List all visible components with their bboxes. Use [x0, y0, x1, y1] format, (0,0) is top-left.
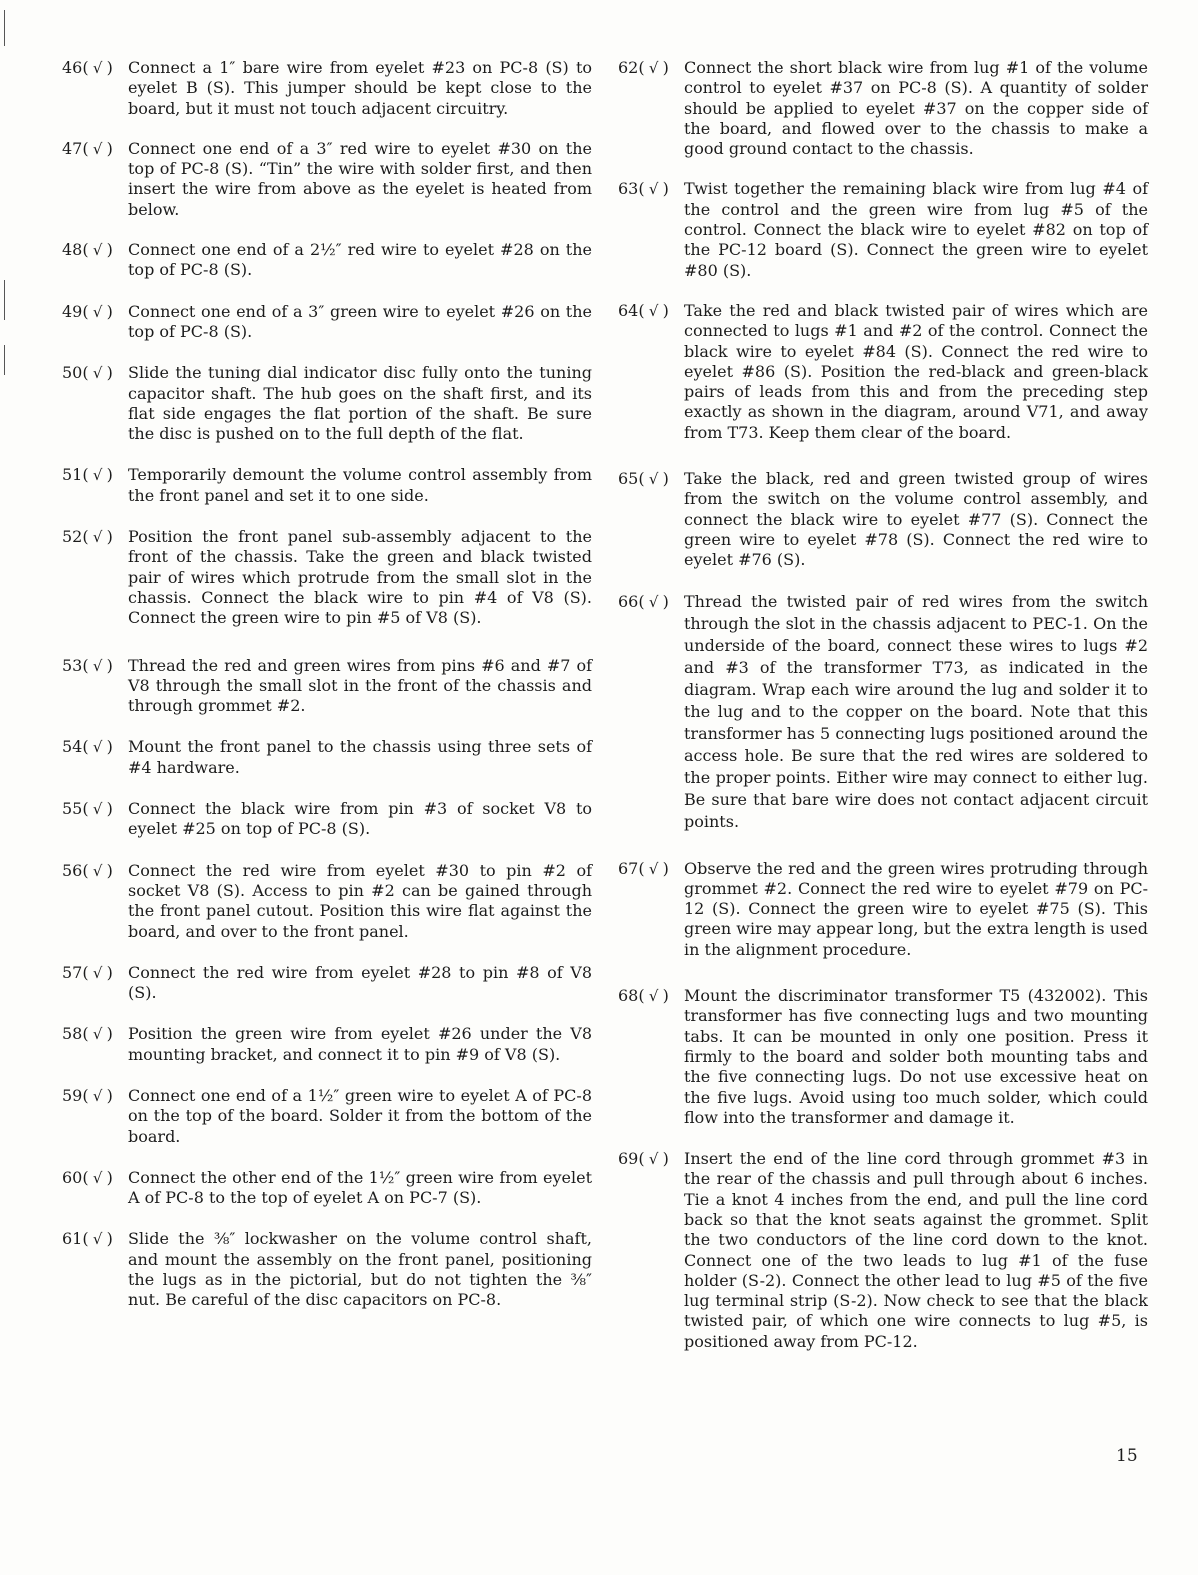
step-number: 66( √ )	[618, 591, 669, 611]
step-number: 49( √ )	[62, 301, 113, 321]
checkmark-icon[interactable]: √	[92, 861, 103, 880]
binding-mark	[4, 345, 5, 375]
checkmark-icon[interactable]: √	[648, 301, 659, 320]
step-number: 62( √ )	[618, 58, 669, 77]
checkmark-icon[interactable]: √	[92, 1086, 103, 1105]
left-column	[62, 50, 592, 1311]
checkmark-icon[interactable]: √	[92, 1230, 103, 1249]
step-59	[62, 1086, 592, 1147]
checkmark-icon[interactable]: √	[92, 302, 103, 321]
step-text: Twist together the remaining black wire from lug #4 of the control and the green wire from lug #5 of the control. Connect the black wire to eyelet #82 on top of the PC-12 board (S). Connect the green wire to eyelet #80 (S).	[684, 179, 1148, 280]
checkmark-icon[interactable]: √	[92, 800, 103, 819]
step-64	[618, 301, 1148, 443]
step-52	[62, 527, 592, 628]
step-text: Thread the red and green wires from pins #6 and #7 of V8 through the small slot in the front of the chassis and through grommet #2.	[128, 655, 592, 716]
step-number: 53( √ )	[62, 655, 113, 675]
step-text: Slide the ⅜″ lockwasher on the volume control shaft, and mount the assembly on the front panel, positioning the lugs as in the pictorial, but do not tighten the ⅜″ nut. Be careful of the disc capacitors on PC-8.	[128, 1229, 592, 1310]
step-48	[62, 240, 592, 281]
step-text: Position the front panel sub-assembly adjacent to the front of the chassis. Take the green and black twisted pair of wires which protrude from the small slot in the chassis. Connect the black wire to pin #4 of V8 (S). Connect the green wire to pin #5 of V8 (S).	[128, 527, 592, 628]
step-number: 51( √ )	[62, 465, 113, 485]
checkmark-icon[interactable]: √	[92, 466, 103, 485]
step-46	[62, 58, 592, 119]
right-column	[618, 50, 1148, 1352]
step-number: 47( √ )	[62, 138, 113, 158]
checkmark-icon[interactable]: √	[648, 987, 659, 1006]
page-number: 15	[1116, 1446, 1138, 1466]
checkmark-icon[interactable]: √	[92, 1168, 103, 1187]
checkmark-icon[interactable]: √	[92, 738, 103, 757]
checkmark-icon[interactable]: √	[92, 963, 103, 982]
step-51	[62, 465, 592, 506]
step-number: 67( √ )	[618, 858, 669, 878]
step-66	[618, 591, 1148, 833]
checkmark-icon[interactable]: √	[92, 528, 103, 547]
step-text: Take the black, red and green twisted group of wires from the switch on the volume control assembly, and connect the black wire to eyelet #77 (S). Connect the green wire to eyelet #78 (S). Connect the red wire to eyelet #76 (S).	[684, 469, 1148, 570]
step-number: 64( √ )	[618, 300, 669, 320]
step-63	[618, 179, 1148, 280]
step-text: Connect one end of a 1½″ green wire to eyelet A of PC-8 on the top of the board. Solder it from the bottom of the board.	[128, 1085, 592, 1146]
step-text: Connect the red wire from eyelet #28 to pin #8 of V8 (S).	[128, 962, 592, 1003]
step-text: Connect one end of a 3″ red wire to eyelet #30 on the top of PC-8 (S). “Tin” the wire with solder first, and then insert the wire from above as the eyelet is heated from below.	[128, 138, 592, 219]
step-number: 50( √ )	[62, 363, 113, 383]
step-number: 52( √ )	[62, 527, 113, 547]
step-text: Connect a 1″ bare wire from eyelet #23 on PC-8 (S) to eyelet B (S). This jumper should be kept close to the board, but it must not touch adjacent circuitry.	[128, 58, 592, 118]
checkmark-icon[interactable]: √	[648, 592, 659, 611]
step-number: 57( √ )	[62, 962, 113, 982]
step-number: 61( √ )	[62, 1229, 113, 1249]
step-53	[62, 656, 592, 717]
step-text: Take the red and black twisted pair of wires which are connected to lugs #1 and #2 of the control. Connect the black wire to eyelet #84 (S). Connect the red wire to eyelet #86 (S). Position the red-black and green-black pairs of leads from this and from the preceding step exactly as shown in the diagram, around V71, and away from T73. Keep them clear of the board.	[684, 300, 1148, 442]
step-50	[62, 363, 592, 444]
step-number: 65( √ )	[618, 469, 669, 489]
step-number: 69( √ )	[618, 1149, 669, 1169]
step-text: Position the green wire from eyelet #26 under the V8 mounting bracket, and connect it to pin #9 of V8 (S).	[128, 1024, 592, 1064]
checkmark-icon[interactable]: √	[92, 59, 103, 77]
step-47	[62, 139, 592, 220]
step-number: 48( √ )	[62, 240, 113, 260]
checkmark-icon[interactable]: √	[648, 180, 659, 199]
step-number: 54( √ )	[62, 737, 113, 757]
step-text: Slide the tuning dial indicator disc fully onto the tuning capacitor shaft. The hub goes on the shaft first, and its flat side engages the flat portion of the shaft. Be sure the disc is pushed on to the full depth of the flat.	[128, 363, 592, 444]
step-number: 60( √ )	[62, 1167, 113, 1187]
step-number: 59( √ )	[62, 1085, 113, 1105]
step-number: 46( √ )	[62, 58, 113, 77]
step-number: 58( √ )	[62, 1024, 113, 1044]
step-text: Connect one end of a 2½″ red wire to eyelet #28 on the top of PC-8 (S).	[128, 240, 592, 280]
step-number: 68( √ )	[618, 986, 669, 1006]
checkmark-icon[interactable]: √	[648, 1150, 659, 1169]
checkmark-icon[interactable]: √	[648, 859, 659, 878]
step-57	[62, 963, 592, 1004]
step-text: Mount the front panel to the chassis using three sets of #4 hardware.	[128, 737, 592, 777]
step-62	[618, 58, 1148, 159]
step-58	[62, 1024, 592, 1065]
step-text: Connect the black wire from pin #3 of socket V8 to eyelet #25 on top of PC-8 (S).	[128, 799, 592, 839]
step-65	[618, 469, 1148, 570]
step-number: 56( √ )	[62, 860, 113, 880]
step-text: Thread the twisted pair of red wires from the switch through the slot in the chassis adjacent to PEC-1. On the underside of the board, connect these wires to lugs #2 and #3 of the transformer T73, as indicated in the diagram. Wrap each wire around the lug and solder it to the lug and to the copper on the board. Note that this transformer has 5 connecting lugs positioned around the access hole. Be sure that the red wires are soldered to the proper points. Either wire may connect to either lug. Be sure that bare wire does not contact adjacent circuit points.	[684, 591, 1148, 831]
step-text: Observe the red and the green wires protruding through grommet #2. Connect the red wire to eyelet #79 on PC-12 (S). Connect the green wire to eyelet #75 (S). This green wire may appear long, but the extra length is used in the alignment procedure.	[684, 858, 1148, 959]
step-number: 63( √ )	[618, 179, 669, 199]
step-67	[618, 859, 1148, 960]
step-68	[618, 986, 1148, 1128]
checkmark-icon[interactable]: √	[648, 59, 659, 77]
step-text: Connect the red wire from eyelet #30 to pin #2 of socket V8 (S). Access to pin #2 can be gained through the front panel cutout. Position this wire flat against the board, and over to the front panel.	[128, 860, 592, 941]
step-text: Insert the end of the line cord through grommet #3 in the rear of the chassis and pull through about 6 inches. Tie a knot 4 inches from the end, and pull the line cord back so that the knot seats against the grommet. Split the two conductors of the line cord down to the knot. Connect one of the two leads to lug #1 of the fuse holder (S-2). Connect the other lead to lug #5 of the five lug terminal strip (S-2). Now check to see that the black twisted pair, of which one wire connects to lug #5, is positioned away from PC-12.	[684, 1149, 1148, 1351]
checkmark-icon[interactable]: √	[92, 1025, 103, 1044]
step-55	[62, 799, 592, 840]
step-text: Connect the other end of the 1½″ green wire from eyelet A of PC-8 to the top of eyelet A on PC-7 (S).	[128, 1167, 592, 1208]
step-49	[62, 302, 592, 343]
binding-mark	[4, 280, 5, 320]
step-text: Connect the short black wire from lug #1 of the volume control to eyelet #37 on PC-8 (S). A quantity of solder should be applied to eyelet #37 on the copper side of the board, and flowed over to the chassis to make a good ground contact to the chassis.	[684, 58, 1148, 159]
checkmark-icon[interactable]: √	[92, 656, 103, 675]
checkmark-icon[interactable]: √	[92, 139, 103, 158]
binding-mark	[4, 10, 5, 46]
step-54	[62, 737, 592, 778]
step-60	[62, 1168, 592, 1209]
checkmark-icon[interactable]: √	[92, 241, 103, 260]
step-61	[62, 1229, 592, 1310]
step-text: Mount the discriminator transformer T5 (432002). This transformer has five connecting lugs and two mounting tabs. It can be mounted in only one position. Press it firmly to the board and solder both mounting tabs and the five connecting lugs. Do not use excessive heat on the five lugs. Avoid using too much solder, which could flow into the transformer and damage it.	[684, 986, 1148, 1127]
checkmark-icon[interactable]: √	[648, 470, 659, 489]
checkmark-icon[interactable]: √	[92, 364, 103, 383]
step-text: Temporarily demount the volume control assembly from the front panel and set it to one side.	[128, 465, 592, 505]
step-number: 55( √ )	[62, 799, 113, 819]
step-text: Connect one end of a 3″ green wire to eyelet #26 on the top of PC-8 (S).	[128, 301, 592, 341]
step-69	[618, 1149, 1148, 1352]
step-56	[62, 861, 592, 942]
